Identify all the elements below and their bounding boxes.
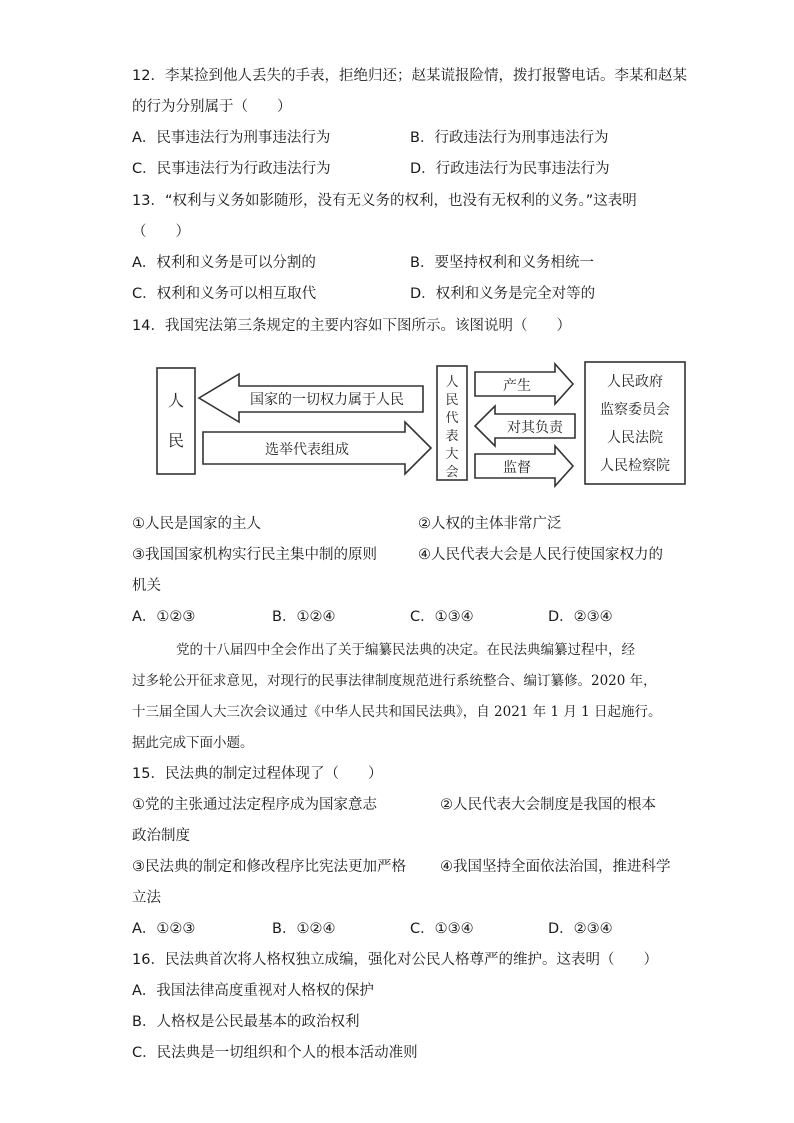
q14-statement-4-cont: 机关 [132,578,161,594]
q14-stem: 14．我国宪法第三条规定的主要内容如下图所示。该图说明（ ） [132,318,571,334]
congress-char-1: 人 [445,375,459,390]
q14-option-a: A．①②③ [132,609,196,625]
q15-option-c: C．①③④ [410,921,474,937]
organ-government: 人民政府 [607,374,663,390]
q16-stem: 16．民法典首次将人格权独立成编，强化对公民人格尊严的维护。这表明（ ） [132,952,658,968]
arrow-produce-label: 产生 [503,378,531,394]
q15-statement-1: ①党的主张通过法定程序成为国家意志 [132,797,377,813]
q13-stem-line2: （ ） [132,224,190,240]
q15-statement-2: ②人民代表大会制度是我国的根本 [440,797,656,813]
q15-statement-3: ③民法典的制定和修改程序比宪法更加严格 [132,859,406,875]
q13-option-d: D．权利和义务是完全对等的 [410,286,596,302]
people-char-2: 民 [167,431,185,450]
material-line2: 过多轮公开征求意见，对现行的民事法律制度规范进行系统整合、编订纂修。2020 年， [132,673,657,689]
arrow-responsible-label: 对其负责 [507,420,563,436]
q15-statement-4: ④我国坚持全面依法治国，推进科学 [440,859,671,875]
q14-statement-1: ①人民是国家的主人 [132,516,261,532]
people-char-1: 人 [167,391,185,410]
congress-char-3: 代 [445,411,459,426]
q15-option-a: A．①②③ [132,921,196,937]
organ-court: 人民法院 [607,430,663,446]
q15-option-b: B．①②④ [272,921,336,937]
material-line1: 党的十八届四中全会作出了关于编纂民法典的决定。在民法典编纂过程中，经 [176,642,635,658]
q13-option-b: B．要坚持权利和义务相统一 [410,255,594,271]
q16-option-c: C．民法典是一切组织和个人的根本活动准则 [132,1045,418,1061]
q15-stem: 15．民法典的制定过程体现了（ ） [132,766,383,782]
q13-option-a: A．权利和义务是可以分割的 [132,255,316,271]
q16-option-b: B．人格权是公民最基本的政治权利 [132,1014,360,1030]
q15-option-d: D．②③④ [548,921,613,937]
q12-option-c: C．民事违法行为行政违法行为 [132,161,331,177]
q12-option-d: D．行政违法行为民事违法行为 [410,161,610,177]
organ-supervisory-commission: 监察委员会 [600,402,670,418]
q16-option-a: A．我国法律高度重视对人格权的保护 [132,983,374,999]
q14-option-b: B．①②④ [272,609,336,625]
q13-stem-line1: 13．“权利与义务如影随形，没有无义务的权利，也没有无权利的义务。”这表明 [132,193,637,209]
congress-char-4: 表 [445,429,459,444]
q12-option-a: A．民事违法行为刑事违法行为 [132,130,331,146]
material-line4: 据此完成下面小题。 [132,735,254,751]
congress-char-6: 会 [445,465,459,480]
constitution-article3-diagram [155,356,687,492]
q15-statement-4-cont: 立法 [132,890,161,906]
arrow-power-label: 国家的一切权力属于人民 [250,392,404,408]
q14-statement-4: ④人民代表大会是人民行使国家权力的 [418,547,663,563]
q13-option-c: C．权利和义务可以相互取代 [132,286,317,302]
arrow-supervise-label: 监督 [503,460,531,476]
congress-char-5: 大 [445,447,459,462]
q12-option-b: B．行政违法行为刑事违法行为 [410,130,609,146]
q12-stem-line1: 12．李某捡到他人丢失的手表，拒绝归还；赵某谎报险情，拨打报警电话。李某和赵某 [132,68,687,84]
q14-option-d: D．②③④ [548,609,613,625]
material-line3: 十三届全国人大三次会议通过《中华人民共和国民法典》，自 2021 年 1 月 1 日起施行。 [132,704,662,720]
q12-stem-line2: 的行为分别属于（ ） [132,99,292,115]
q14-option-c: C．①③④ [410,609,474,625]
q14-statement-2: ②人权的主体非常广泛 [418,516,562,532]
q14-statement-3: ③我国国家机构实行民主集中制的原则 [132,547,377,563]
congress-char-2: 民 [445,393,459,408]
people-box [157,368,195,474]
arrow-elect-label: 选举代表组成 [265,442,349,458]
q15-statement-2-cont: 政治制度 [132,828,190,844]
organ-procuratorate: 人民检察院 [600,458,670,474]
